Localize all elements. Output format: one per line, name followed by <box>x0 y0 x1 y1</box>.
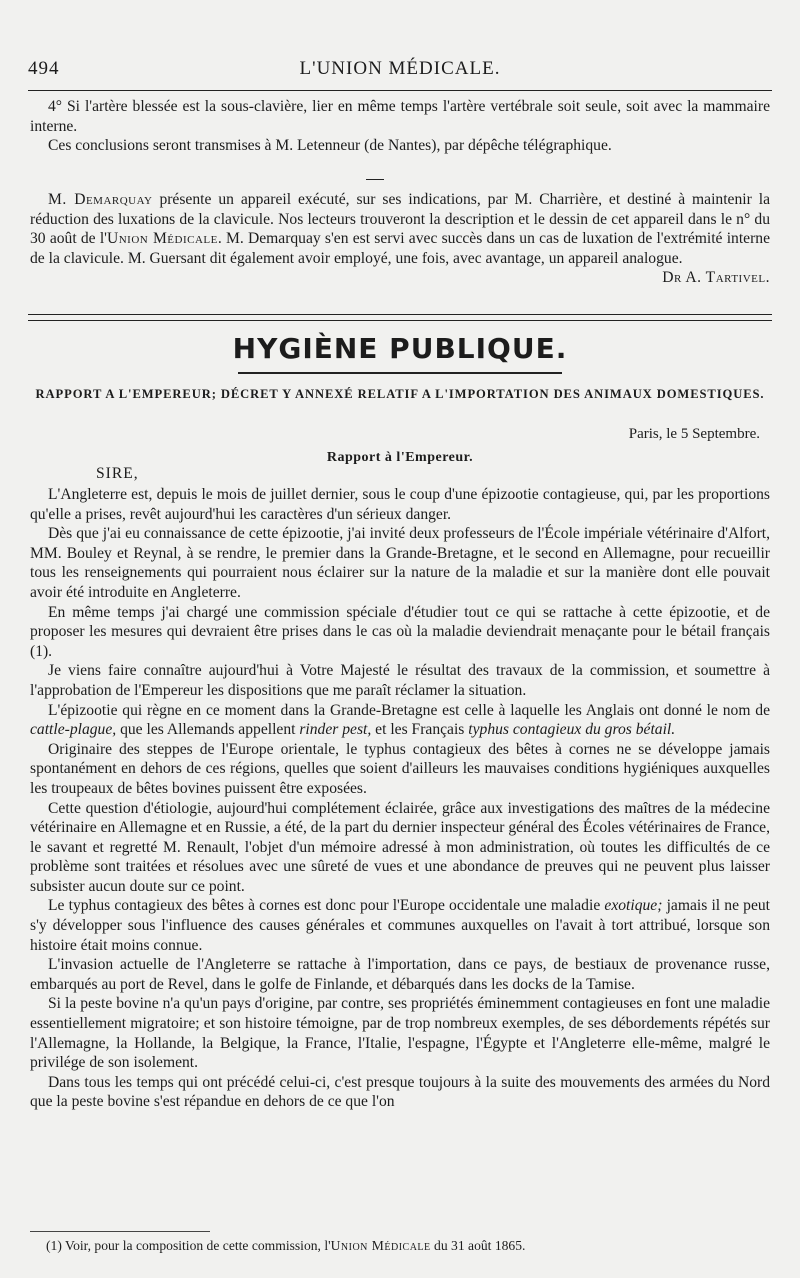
typhus-term: typhus contagieux du gros bétail. <box>468 721 676 739</box>
author-signature: Dr A. Tartivel. <box>662 269 770 287</box>
dateline: Paris, le 5 Septembre. <box>628 426 760 442</box>
demarquay-section <box>30 190 770 288</box>
page-number: 494 <box>28 58 60 79</box>
demarquay-text-2: . M. Demarquay s'en est servi avec succès dans un cas de luxation de l'extrémité interne de la clavicule. M. Guersant dit également avoir employé, une fois, avec avantage, un appareil analogue. <box>30 230 770 267</box>
union-medicale-ref: Union Médicale <box>106 230 218 248</box>
body-paragraph: Le typhus contagieux des bêtes à cornes est donc pour l'Europe occidentale une maladie exotique; jamais il ne peut s'y développer sous l'influence des causes générales et communes auxquelles on l'avait à tort attribué, lorsque son histoire était moins connue. <box>30 897 770 954</box>
demarquay-paragraph <box>30 190 770 268</box>
title-underline <box>238 372 562 374</box>
demarquay-name: M. Demarquay <box>48 191 153 208</box>
body-paragraph: En même temps j'ai chargé une commission spéciale d'étudier tout ce qui se rattache à cette épizootie, et de proposer les mesures qui devraient être prises dans le cas où la maladie deviendrait menaçante pour le bétail français (1). <box>30 603 770 660</box>
body-paragraph: Si la peste bovine n'a qu'un pays d'origine, par contre, ses propriétés éminemment contagieuses en font une maladie essentiellement migratoire; et son histoire témoigne, par de trop nombreux exemples, de ses débordements répétés sur l'Allemagne, la Hollande, la Belgique, la France, l'Italie, l'espagne, l'Égypte et l'Angleterre elle-même, malgré le privilége de son isolement. <box>30 995 770 1072</box>
footnote-union-medicale: Union Médicale <box>330 1238 431 1253</box>
report-body <box>30 485 770 1112</box>
body-paragraph: Originaire des steppes de l'Europe orientale, le typhus contagieux des bêtes à cornes ne se développe jamais spontanément en dehors de ces régions, quelles que soient d'ailleurs les mauvaises conditions hygiéniques auxquelles les troupeaux de bêtes bovines puissent être exposées. <box>30 740 770 797</box>
body-paragraph: L'épizootie qui règne en ce moment dans la Grande-Bretagne est celle à laquelle les Anglais ont donné le nom de cattle-plague, que les Allemands appellent rinder pest, et les Français typhus contagieux du gros bétail. <box>30 701 770 739</box>
conclusion-paragraph: Ces conclusions seront transmises à M. Letenneur (de Nantes), par dépêche télégraphique. <box>48 137 612 155</box>
top-section <box>30 97 770 156</box>
body-paragraph: Je viens faire connaître aujourd'hui à Votre Majesté le résultat des travaux de la commission, et soumettre à l'approbation de l'Empereur les dispositions que me paraît réclamer la situation. <box>30 662 770 699</box>
body-paragraph: Dans tous les temps qui ont précédé celui-ci, c'est presque toujours à la suite des mouvements des armées du Nord que la peste bovine s'est répandue en dehors de ce que l'on <box>30 1073 770 1111</box>
body-paragraph: L'invasion actuelle de l'Angleterre se rattache à l'importation, dans ce pays, de bestiaux de provenance russe, embarqués au port de Revel, dans le golfe de Finlande, et débarqués dans les docks de la Tamise. <box>30 956 770 993</box>
section-title: HYGIÈNE PUBLIQUE. <box>232 332 568 365</box>
journal-title: L'UNION MÉDICALE. <box>299 58 501 79</box>
footnote-rule <box>30 1231 210 1232</box>
short-separator <box>366 179 384 180</box>
report-title: RAPPORT A L'EMPEREUR; DÉCRET Y ANNEXÉ RELATIF A L'IMPORTATION DES ANIMAUX DOMESTIQUES. <box>35 387 765 401</box>
section-double-rule <box>28 314 772 321</box>
paragraph-4: 4° Si l'artère blessée est la sous-clavière, lier en même temps l'artère vertébrale soit seule, soit avec la mammaire interne. <box>30 98 770 135</box>
rinder-pest-term: rinder pest, <box>299 721 372 739</box>
salutation: SIRE, <box>96 465 139 482</box>
body-paragraph: Cette question d'étiologie, aujourd'hui complétement éclairée, grâce aux investigations des maîtres de la médecine vétérinaire en Allemagne et en Russie, a été, de la part du dernier inspecteur général des Écoles vétérinaires de France, le savant et regretté M. Renault, l'objet d'un mémoire adressé à mon administration, où toutes les difficultés de ce problème sont traitées et résolues avec une sûreté de vues et une abondance de preuves qui ne peuvent plus laisser subsister aucun doute sur ce point. <box>30 799 770 895</box>
report-subtitle: Rapport à l'Empereur. <box>326 450 474 465</box>
header-rule <box>28 90 772 91</box>
body-paragraph: L'Angleterre est, depuis le mois de juillet dernier, sous le coup d'une épizootie contagieuse, qui, par les proportions qu'elle a prises, revêt aujourd'hui les caractères d'un sérieux danger. <box>30 486 770 523</box>
footnote: (1) Voir, pour la composition de cette commission, l'Union Médicale du 31 août 1865. <box>46 1238 526 1253</box>
exotique-term: exotique; <box>604 897 663 915</box>
body-paragraph: Dès que j'ai eu connaissance de cette épizootie, j'ai invité deux professeurs de l'École impériale vétérinaire d'Alfort, MM. Bouley et Reynal, à se rendre, le premier dans la Grande-Bretagne, et le second en Allemagne, pour recueillir tous les renseignements qui pourraient nous éclairer sur la nature de la maladie et sur la manière dont elle pouvait avoir été introduite en Angleterre. <box>30 525 770 601</box>
page-header <box>28 58 772 86</box>
cattle-plague-term: cattle-plague, <box>30 721 117 739</box>
demarquay-text: présente un appareil exécuté, sur ses indications, par M. Charrière, et destiné à maintenir la réduction des luxations de la clavicule. Nos lecteurs trouveront la description et le dessin de cet appareil dans le n° du 30 août de l' <box>30 191 770 248</box>
